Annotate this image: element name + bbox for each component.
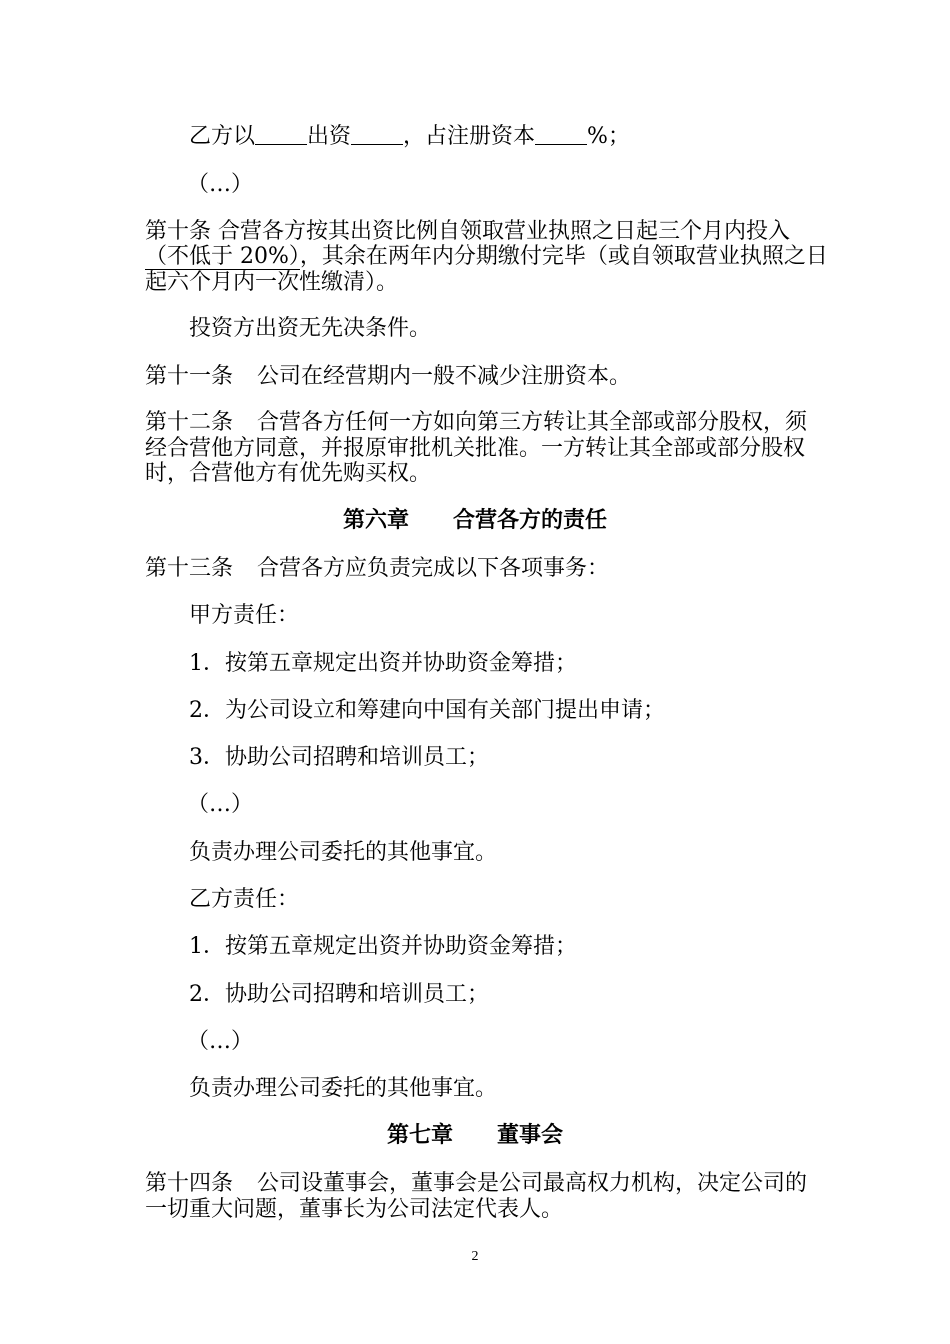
chapter-title: 董事会 xyxy=(497,1123,564,1148)
party-a-item-3: 3．协助公司招聘和培训员工； xyxy=(189,745,489,770)
page-number: 2 xyxy=(471,1249,479,1264)
chapter-6-heading xyxy=(0,508,950,534)
text: %； xyxy=(587,124,630,149)
article-14-line-1 xyxy=(0,1171,950,1197)
article-12-line-1 xyxy=(0,410,950,436)
article-12-line-2: 经合营他方同意，并报原审批机关批准。一方转让其全部或部分股权 xyxy=(145,436,806,461)
party-a-item-2: 2．为公司设立和筹建向中国有关部门提出申请； xyxy=(189,698,665,723)
party-b-capital-line xyxy=(0,124,950,150)
underlined-text: （不低于 20%） xyxy=(145,244,300,269)
party-b-ellipsis: （…） xyxy=(187,1029,254,1054)
blank-field xyxy=(255,124,307,145)
article-number: 第十三条 xyxy=(145,556,234,581)
party-a-ellipsis: （…） xyxy=(187,792,254,817)
blank-field xyxy=(351,124,403,145)
party-b-item-1: 1．按第五章规定出资并协助资金筹措； xyxy=(189,934,577,959)
article-11 xyxy=(0,364,950,390)
article-text: 合营各方任何一方如向第三方转让其全部或部分股权，须 xyxy=(257,410,808,435)
party-a-item-1: 1．按第五章规定出资并协助资金筹措； xyxy=(189,651,577,676)
article-number: 第十四条 xyxy=(145,1171,234,1196)
party-b-item-2: 2．协助公司招聘和培训员工； xyxy=(189,982,489,1007)
article-number: 第十二条 xyxy=(145,410,234,435)
article-10-line-1: 第十条 合营各方按其出资比例自领取营业执照之日起三个月内投入 xyxy=(145,219,790,244)
party-a-last: 负责办理公司委托的其他事宜。 xyxy=(189,840,498,865)
chapter-number: 第六章 xyxy=(342,508,409,533)
chapter-title: 合营各方的责任 xyxy=(453,508,608,533)
chapter-7-heading xyxy=(0,1123,950,1149)
article-text: 合营各方应负责完成以下各项事务： xyxy=(257,556,610,581)
article-10-line-3: 起六个月内一次性缴清）。 xyxy=(145,270,399,295)
no-preconditions-paragraph: 投资方出资无先决条件。 xyxy=(189,316,432,341)
article-text: 公司设董事会，董事会是公司最高权力机构，决定公司的 xyxy=(257,1171,808,1196)
party-b-last: 负责办理公司委托的其他事宜。 xyxy=(189,1076,498,1101)
chapter-number: 第七章 xyxy=(386,1123,453,1148)
text: ，其余在两年内分期缴付完毕（或自领取营业执照之日 xyxy=(299,244,828,269)
party-a-title: 甲方责任： xyxy=(189,603,300,628)
text: ，占注册资本 xyxy=(403,124,536,149)
text: 乙方以 xyxy=(189,124,256,149)
blank-field xyxy=(535,124,587,145)
article-10-line-2 xyxy=(0,244,950,270)
ellipsis-paragraph: （…） xyxy=(187,172,254,197)
party-b-title: 乙方责任： xyxy=(189,887,300,912)
article-text: 公司在经营期内一般不减少注册资本。 xyxy=(257,364,632,389)
article-14-line-2: 一切重大问题，董事长为公司法定代表人。 xyxy=(145,1197,564,1222)
article-13 xyxy=(0,556,950,582)
article-number: 第十一条 xyxy=(145,364,234,389)
article-12-line-3: 时，合营他方有优先购买权。 xyxy=(145,461,432,486)
text: 出资 xyxy=(307,124,352,149)
